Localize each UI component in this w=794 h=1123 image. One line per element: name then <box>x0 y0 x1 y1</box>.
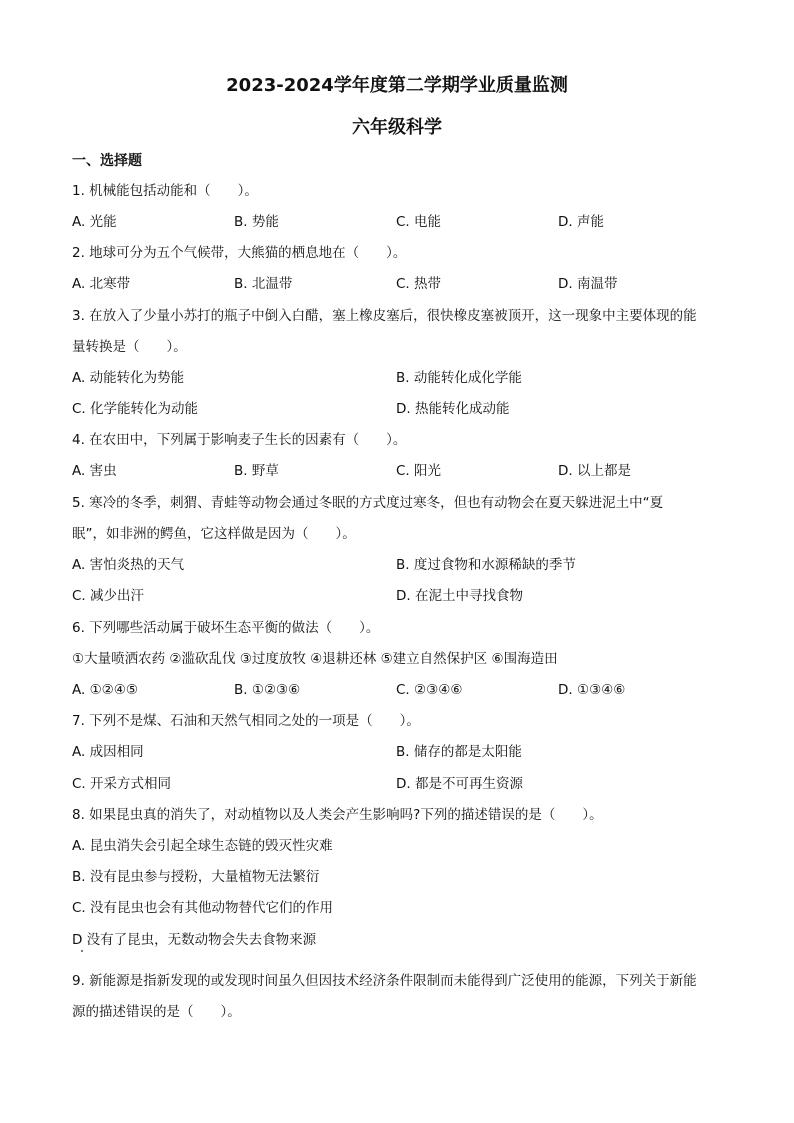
question-8-option-d: D 没有了昆虫，无数动物会失去食物来源 <box>72 932 317 948</box>
question-8-option-c: C. 没有昆虫也会有其他动物替代它们的作用 <box>72 900 334 916</box>
question-5-option-c: C. 减少出汗 <box>72 588 145 604</box>
question-4-option-d: D. 以上都是 <box>558 463 631 479</box>
question-6-stem: 6. 下列哪些活动属于破坏生态平衡的做法（ ）。 <box>72 620 380 636</box>
question-5-stem-line2: 眠”，如非洲的鳄鱼，它这样做是因为（ ）。 <box>72 526 356 542</box>
question-7-stem: 7. 下列不是煤、石油和天然气相同之处的一项是（ ）。 <box>72 713 420 729</box>
question-5-option-a: A. 害怕炎热的天气 <box>72 557 185 573</box>
question-3-option-d: D. 热能转化成动能 <box>396 401 510 417</box>
question-9-stem-line1: 9. 新能源是指新发现的或发现时间虽久但因技术经济条件限制而未能得到广泛使用的能源，下列关于新能 <box>72 973 697 989</box>
question-4-option-b: B. 野草 <box>234 463 279 479</box>
question-6-option-b: B. ①②③⑥ <box>234 682 301 698</box>
question-1-option-d: D. 声能 <box>558 214 604 230</box>
question-7-option-a: A. 成因相同 <box>72 744 144 760</box>
stray-dot <box>81 950 83 952</box>
question-5-option-d: D. 在泥土中寻找食物 <box>396 588 523 604</box>
question-5-option-b: B. 度过食物和水源稀缺的季节 <box>396 557 576 573</box>
question-2-option-b: B. 北温带 <box>234 276 293 292</box>
question-6-option-a: A. ①②④⑤ <box>72 682 138 698</box>
question-3-stem-line2: 量转换是（ ）。 <box>72 339 187 355</box>
question-6-option-d: D. ①③④⑥ <box>558 682 626 698</box>
document-title: 2023-2024学年度第二学期学业质量监测 <box>226 75 568 96</box>
question-8-stem: 8. 如果昆虫真的消失了，对动植物以及人类会产生影响吗?下列的描述错误的是（ ）。 <box>72 807 603 823</box>
question-7-option-c: C. 开采方式相同 <box>72 776 172 792</box>
question-2-option-a: A. 北寒带 <box>72 276 131 292</box>
question-5-stem-line1: 5. 寒冷的冬季，刺猬、青蛙等动物会通过冬眠的方式度过寒冬，但也有动物会在夏天躲进泥土中“夏 <box>72 495 664 511</box>
question-3-option-a: A. 动能转化为势能 <box>72 370 185 386</box>
question-9-stem-line2: 源的描述错误的是（ ）。 <box>72 1004 241 1020</box>
question-6-items: ①大量喷洒农药 ②滥砍乱伐 ③过度放牧 ④退耕还林 ⑤建立自然保护区 ⑥围海造田 <box>72 651 558 667</box>
question-8-option-a: A. 昆虫消失会引起全球生态链的毁灭性灾难 <box>72 838 333 854</box>
question-4-option-c: C. 阳光 <box>396 463 442 479</box>
question-1-option-a: A. 光能 <box>72 214 117 230</box>
question-2-option-d: D. 南温带 <box>558 276 618 292</box>
question-8-option-b: B. 没有昆虫参与授粉，大量植物无法繁衍 <box>72 869 320 885</box>
question-3-stem-line1: 3. 在放入了少量小苏打的瓶子中倒入白醋，塞上橡皮塞后，很快橡皮塞被顶开，这一现象中主要体现的能 <box>72 308 697 324</box>
question-7-option-b: B. 储存的都是太阳能 <box>396 744 522 760</box>
question-4-stem: 4. 在农田中，下列属于影响麦子生长的因素有（ ）。 <box>72 432 407 448</box>
question-1-stem: 1. 机械能包括动能和（ ）。 <box>72 183 258 199</box>
question-3-option-c: C. 化学能转化为动能 <box>72 401 199 417</box>
document-subtitle: 六年级科学 <box>352 117 442 138</box>
question-7-option-d: D. 都是不可再生资源 <box>396 776 523 792</box>
question-1-option-c: C. 电能 <box>396 214 442 230</box>
question-3-option-b: B. 动能转化成化学能 <box>396 370 522 386</box>
section-heading-choice: 一、选择题 <box>72 153 142 169</box>
question-4-option-a: A. 害虫 <box>72 463 117 479</box>
question-2-stem: 2. 地球可分为五个气候带，大熊猫的栖息地在（ ）。 <box>72 245 407 261</box>
question-6-option-c: C. ②③④⑥ <box>396 682 463 698</box>
question-2-option-c: C. 热带 <box>396 276 442 292</box>
question-1-option-b: B. 势能 <box>234 214 279 230</box>
